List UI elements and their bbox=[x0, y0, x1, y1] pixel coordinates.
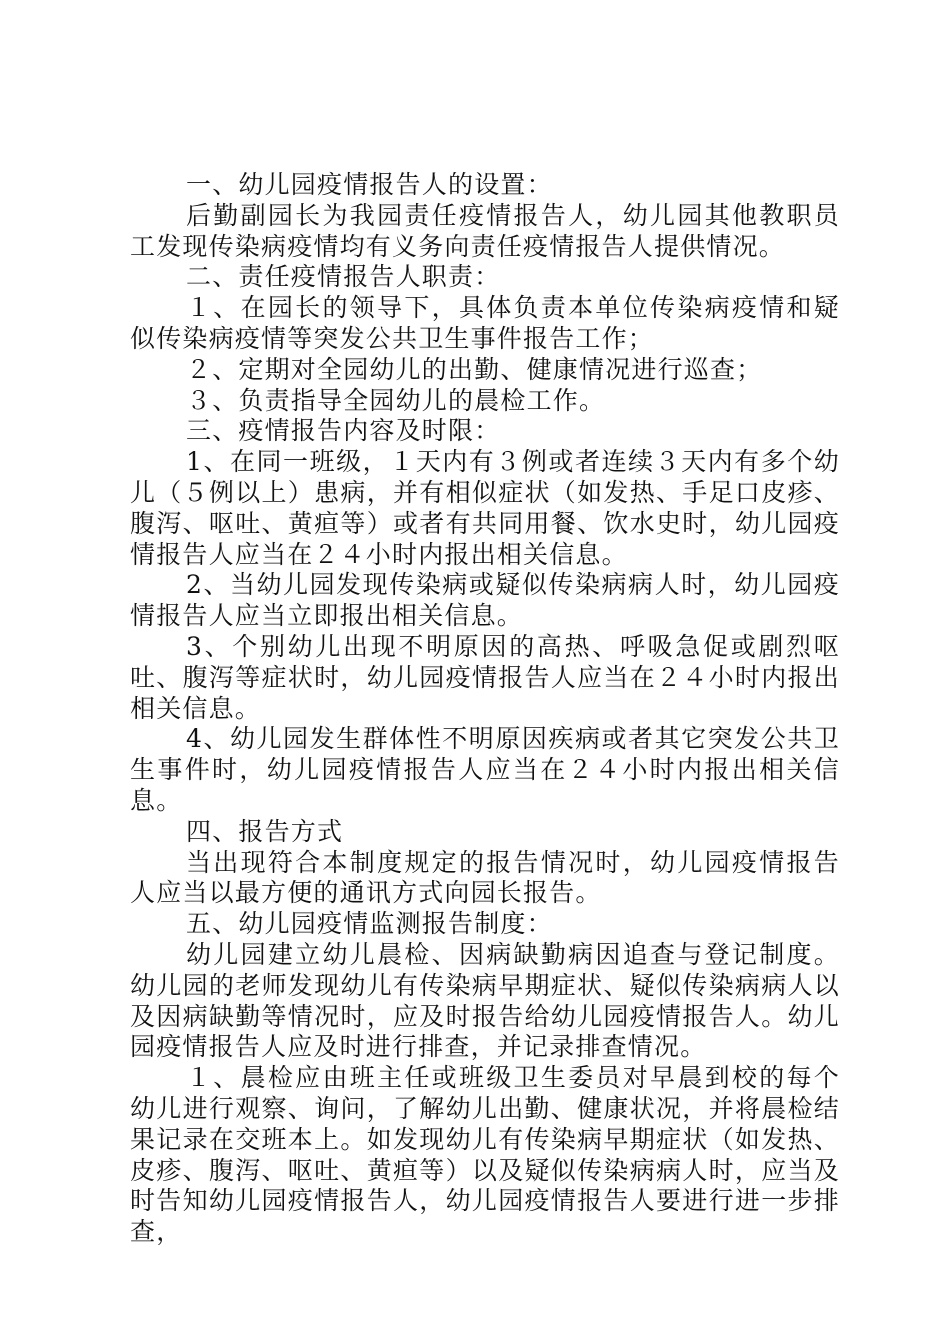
monitoring-item-1: １、晨检应由班主任或班级卫生委员对早晨到校的每个幼儿进行观察、询问，了解幼儿出勤、健康状况，并将晨检结果记录在交班本上。如发现幼儿有传染病早期症状（如发热、皮疹、腹泻、呕吐、黄疸等）以及疑似传染病病人时，应当及时告知幼儿园疫情报告人，幼儿园疫情报告人要进行进一步排查， bbox=[130, 1063, 840, 1247]
heading-reporter-setup: 一、幼儿园疫情报告人的设置： bbox=[186, 170, 553, 199]
report-item-2: 2、当幼儿园发现传染病或疑似传染病病人时，幼儿园疫情报告人应当立即报出相关信息。 bbox=[130, 570, 840, 631]
heading-reporter-duties: 二、责任疫情报告人职责： bbox=[186, 262, 501, 292]
paragraph-report-method: 当出现符合本制度规定的报告情况时，幼儿园疫情报告人应当以最方便的通讯方式向园长报告。 bbox=[130, 847, 840, 908]
duty-item-2: ２、定期对全园幼儿的出勤、健康情况进行巡查； bbox=[186, 354, 763, 384]
paragraph-monitoring-system: 幼儿园建立幼儿晨检、因病缺勤病因追查与登记制度。幼儿园的老师发现幼儿有传染病早期症状、疑似传染病病人以及因病缺勤等情况时，应及时报告给幼儿园疫情报告人。幼儿园疫情报告人应及时进行排查，并记录排查情况。 bbox=[130, 939, 840, 1062]
report-item-4: 4、幼儿园发生群体性不明原因疾病或者其它突发公共卫生事件时，幼儿园疫情报告人应当在２４小时内报出相关信息。 bbox=[130, 724, 840, 815]
report-item-1: 1、在同一班级，１天内有３例或者连续３天内有多个幼儿（５例以上）患病，并有相似症状（如发热、手足口皮疹、腹泻、呕吐、黄疸等）或者有共同用餐、饮水史时，幼儿园疫情报告人应当在２４小时内报出相关信息。 bbox=[130, 447, 840, 569]
heading-report-content: 三、疫情报告内容及时限： bbox=[186, 416, 501, 446]
heading-report-method: 四、报告方式 bbox=[186, 816, 344, 846]
heading-monitoring-system: 五、幼儿园疫情监测报告制度： bbox=[186, 909, 553, 939]
paragraph-reporter-setup: 后勤副园长为我园责任疫情报告人，幼儿园其他教职员工发现传染病疫情均有义务向责任疫情报告人提供情况。 bbox=[130, 200, 840, 261]
document-body bbox=[130, 170, 840, 1248]
duty-item-1: １、在园长的领导下，具体负责本单位传染病疫情和疑似传染病疫情等突发公共卫生事件报告工作； bbox=[130, 293, 840, 353]
duty-item-3: ３、负责指导全园幼儿的晨检工作。 bbox=[186, 385, 606, 415]
report-item-3: 3、个别幼儿出现不明原因的高热、呼吸急促或剧烈呕吐、腹泻等症状时，幼儿园疫情报告人应当在２４小时内报出相关信息。 bbox=[130, 631, 840, 723]
